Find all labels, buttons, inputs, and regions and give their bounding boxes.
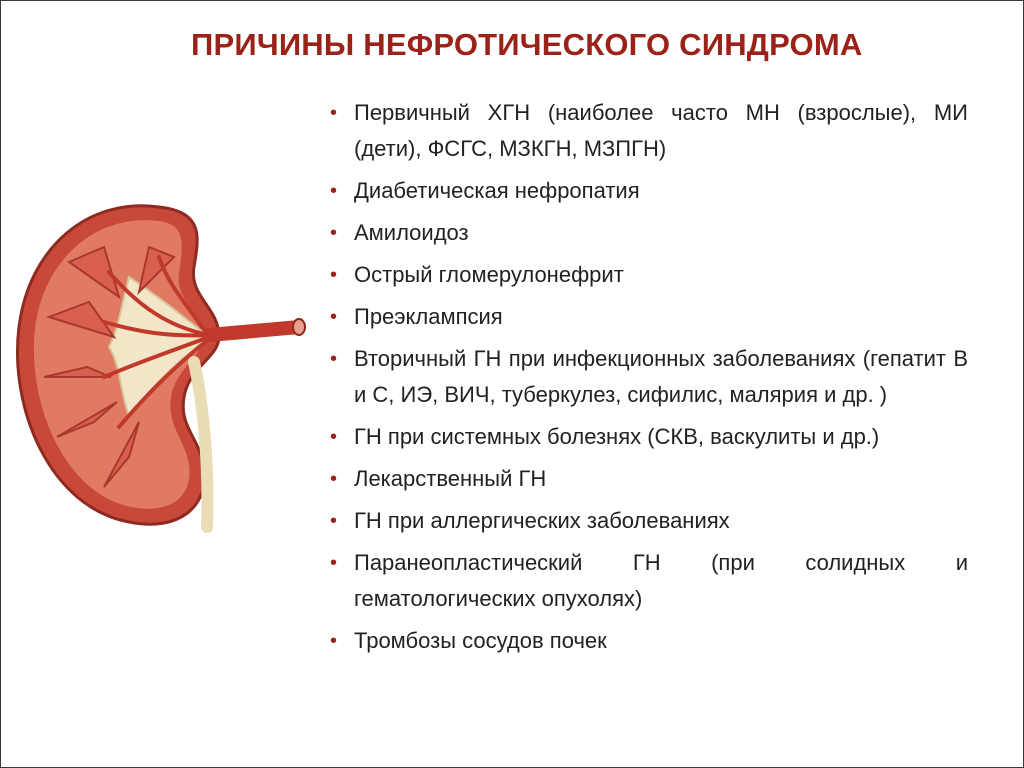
bullet: • — [330, 468, 338, 490]
bullet: • — [330, 306, 338, 328]
list-item: • Тромбозы сосудов почек — [328, 623, 968, 659]
list-item: • Острый гломерулонефрит — [328, 257, 968, 293]
bullet: • — [330, 630, 338, 652]
list-item: • Диабетическая нефропатия — [328, 173, 968, 209]
renal-artery — [209, 327, 299, 335]
bullet: • — [330, 264, 338, 286]
bullet: • — [330, 180, 338, 202]
list-item: • Вторичный ГН при инфекционных заболеваниях (гепатит В и С, ИЭ, ВИЧ, туберкулез, сифилис, малярия и др. ) — [328, 341, 968, 413]
bullet: • — [330, 222, 338, 244]
bullet: • — [330, 102, 338, 124]
kidney-illustration — [9, 187, 309, 537]
list-item: • Амилоидоз — [328, 215, 968, 251]
causes-list — [328, 95, 968, 665]
list-item: • Преэклампсия — [328, 299, 968, 335]
list-item: • Лекарственный ГН — [328, 461, 968, 497]
bullet: • — [330, 348, 338, 370]
list-item: • Первичный ХГН (наиболее часто МН (взрослые), МИ (дети), ФСГС, МЗКГН, МЗПГН) — [328, 95, 968, 167]
list-item: • ГН при аллергических заболеваниях — [328, 503, 968, 539]
bullet: • — [330, 510, 338, 532]
bullet: • — [330, 552, 338, 574]
bullet: • — [330, 426, 338, 448]
list-item: • Паранеопластический ГН (при солидных и гематологических опухолях) — [328, 545, 968, 617]
slide-title: ПРИЧИНЫ НЕФРОТИЧЕСКОГО СИНДРОМА — [191, 27, 863, 62]
list-item: • ГН при системных болезнях (СКВ, васкулиты и др.) — [328, 419, 968, 455]
renal-artery-opening — [293, 319, 305, 335]
